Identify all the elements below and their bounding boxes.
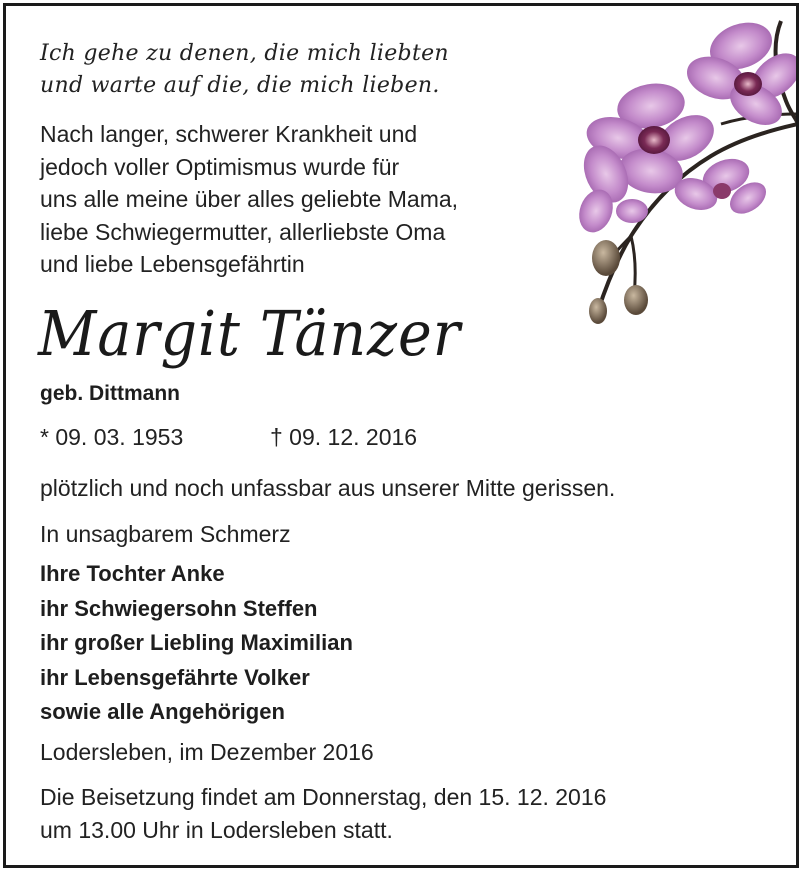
- epitaph-quote: [40, 38, 449, 102]
- mourning-intro: In unsagbarem Schmerz: [40, 521, 291, 547]
- quote-line: und warte auf die, die mich lieben.: [40, 73, 440, 98]
- place-date: Lodersleben, im Dezember 2016: [40, 739, 374, 765]
- intro-line: Nach langer, schwerer Krankheit und: [40, 121, 418, 147]
- funeral-line: Die Beisetzung findet am Donnerstag, den 15. 12. 2016: [40, 784, 607, 810]
- intro-line: und liebe Lebensgefährtin: [40, 251, 305, 277]
- birth-date: * 09. 03. 1953: [40, 424, 184, 450]
- funeral-line: um 13.00 Uhr in Lodersleben statt.: [40, 817, 393, 843]
- mourner-name: ihr Lebensgefährte Volker: [40, 664, 310, 690]
- intro-line: liebe Schwiegermutter, allerliebste Oma: [40, 218, 446, 245]
- mourner-name: ihr Schwiegersohn Steffen: [40, 595, 318, 621]
- quote-line: Ich gehe zu denen, die mich liebten: [40, 41, 449, 66]
- mourners-list: [40, 557, 353, 730]
- maiden-name: geb. Dittmann: [40, 382, 180, 405]
- orchid-icon: [536, 6, 796, 336]
- mourner-name: Ihre Tochter Anke: [40, 561, 225, 586]
- intro-line: uns alle meine über alles geliebte Mama,: [40, 186, 459, 212]
- mourner-name: ihr großer Liebling Maximilian: [40, 630, 353, 655]
- passing-text: plötzlich und noch unfassbar aus unserer Mitte gerissen.: [40, 475, 616, 501]
- obituary-card: [3, 3, 799, 868]
- mourner-name: sowie alle Angehörigen: [40, 699, 285, 724]
- intro-text: [40, 118, 458, 281]
- death-date: † 09. 12. 2016: [270, 424, 418, 450]
- deceased-name: Margit Tänzer: [38, 297, 461, 370]
- intro-line: jedoch voller Optimismus wurde für: [40, 153, 400, 180]
